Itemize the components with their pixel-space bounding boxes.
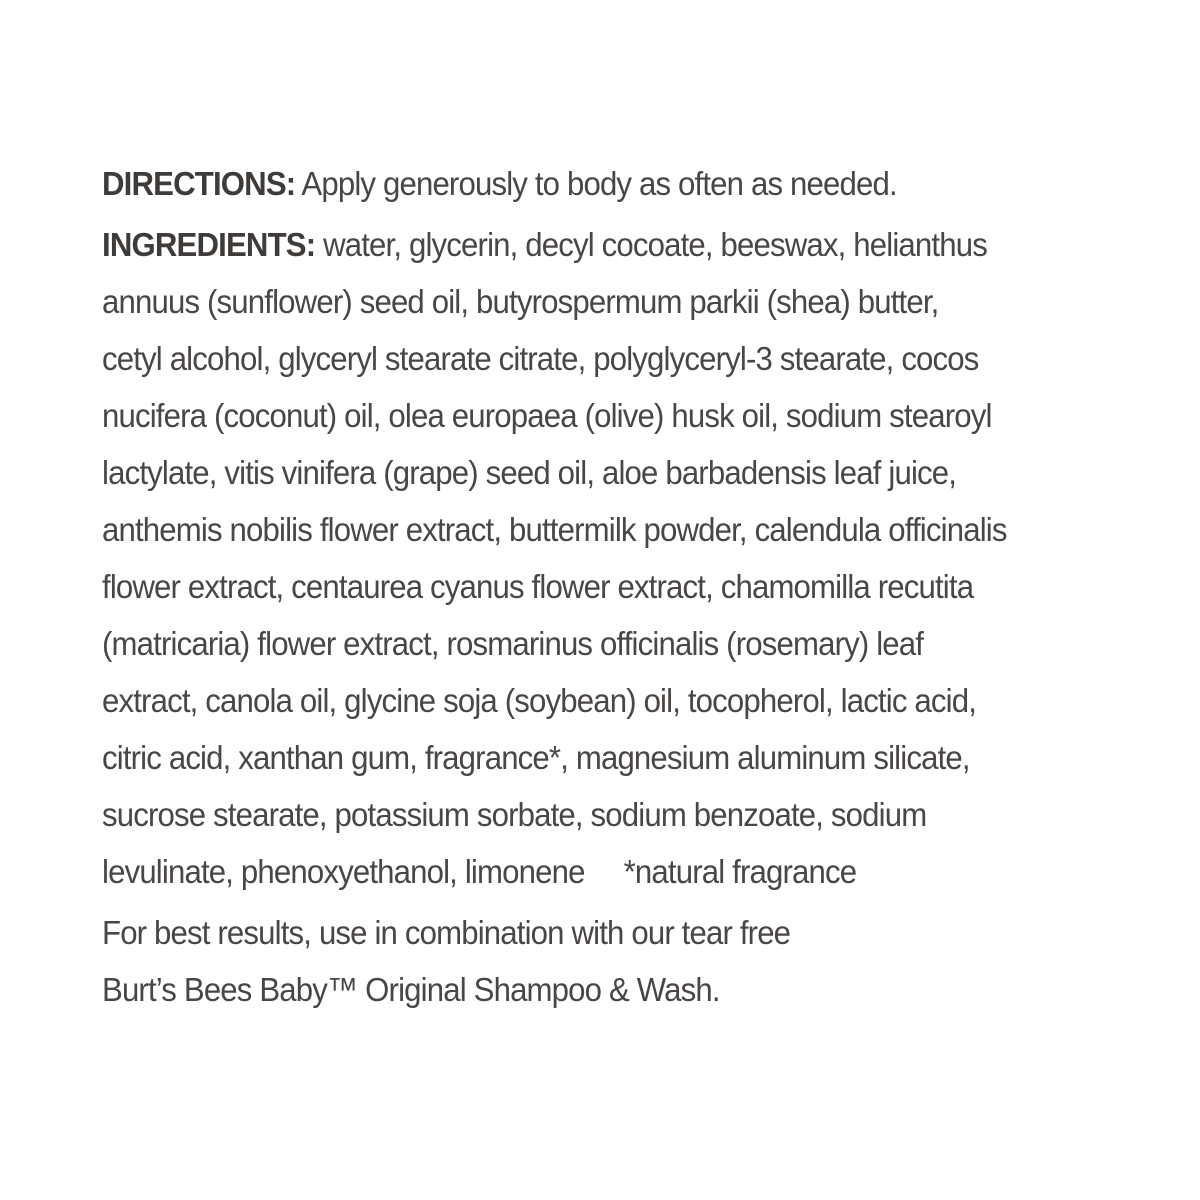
- ingredients-line: citric acid, xanthan gum, fragrance*, magnesium aluminum silicate,: [102, 740, 970, 777]
- fragrance-footnote: *natural fragrance: [623, 854, 857, 891]
- ingredients-line: anthemis nobilis flower extract, buttermilk powder, calendula officinalis: [102, 512, 1007, 549]
- label-text-block: [102, 156, 1102, 1019]
- recommendation-paragraph: [102, 905, 1106, 1019]
- ingredients-line: lactylate, vitis vinifera (grape) seed oil, aloe barbadensis leaf juice,: [102, 455, 957, 492]
- ingredients-line: cetyl alcohol, glyceryl stearate citrate, polyglyceryl-3 stearate, cocos: [102, 341, 979, 378]
- directions-text: Apply generously to body as often as needed.: [295, 166, 897, 203]
- ingredients-line: annuus (sunflower) seed oil, butyrospermum parkii (shea) butter,: [102, 284, 939, 321]
- recommendation-line: Burt’s Bees Baby™ Original Shampoo & Wash.: [102, 972, 720, 1009]
- directions-line: [102, 156, 1106, 213]
- ingredients-line: extract, canola oil, glycine soja (soybean) oil, tocopherol, lactic acid,: [102, 683, 977, 720]
- ingredients-first-line: water, glycerin, decyl cocoate, beeswax, helianthus: [315, 227, 987, 264]
- ingredients-line: (matricaria) flower extract, rosmarinus officinalis (rosemary) leaf: [102, 626, 924, 663]
- ingredients-line: flower extract, centaurea cyanus flower extract, chamomilla recutita: [102, 569, 974, 606]
- ingredients-last-line: levulinate, phenoxyethanol, limonene: [102, 854, 585, 891]
- ingredients-paragraph: [102, 217, 1106, 901]
- ingredients-line: [102, 844, 1106, 901]
- ingredients-line: sucrose stearate, potassium sorbate, sodium benzoate, sodium: [102, 797, 927, 834]
- directions-paragraph: [102, 156, 1106, 213]
- directions-label: DIRECTIONS:: [102, 166, 296, 203]
- ingredients-line: [102, 217, 1106, 274]
- ingredients-label: INGREDIENTS:: [102, 227, 316, 264]
- ingredients-line: nucifera (coconut) oil, olea europaea (olive) husk oil, sodium stearoyl: [102, 398, 992, 435]
- recommendation-line: For best results, use in combination with our tear free: [102, 915, 791, 952]
